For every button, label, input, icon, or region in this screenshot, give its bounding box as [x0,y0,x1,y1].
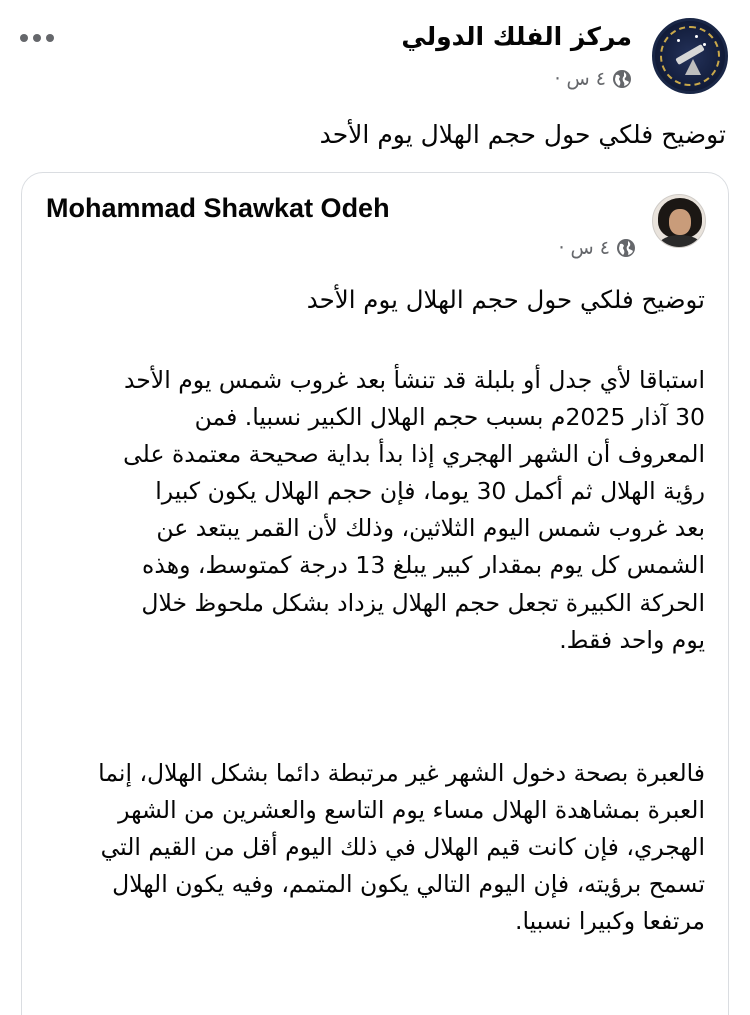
shared-post-card[interactable] [21,172,729,1015]
paragraph-line: تسمح برؤيته، فإن اليوم التالي يكون المتمم، وفيه يكون الهلال [112,870,705,899]
shared-post-title [37,281,705,318]
post-caption: توضيح فلكي حول حجم الهلال يوم الأحد [319,120,726,149]
more-options-dot [46,34,54,42]
post-meta [554,66,632,92]
post-time[interactable]: ٤ س · [554,68,606,90]
paragraph-line: بعد غروب شمس اليوم الثلاثين، وذلك لأن القمر يبتعد عن [156,514,705,543]
paragraph-line: الحركة الكبيرة تجعل حجم الهلال يزداد بشكل ملحوظ خلال [141,588,705,617]
title-line: توضيح فلكي حول حجم الهلال يوم الأحد [306,285,705,314]
more-options-icon [20,34,28,42]
paragraph-2 [37,755,705,940]
globe-icon [616,238,636,258]
shared-post-time[interactable]: ٤ س · [558,237,610,259]
paragraph-line: استباقا لأي جدل أو بلبلة قد تنشأ بعد غروب شمس يوم الأحد [123,366,705,394]
shared-post-meta [558,235,636,261]
star-dot [677,39,680,42]
paragraph-line: رؤية الهلال ثم أكمل 30 يوما، فإن حجم الهلال يكون كبيرا [155,477,705,506]
paragraph-line: الهجري، فإن كانت قيم الهلال في ذلك اليوم أقل من القيم التي [100,833,705,862]
avatar-shirt [659,235,701,248]
avatar-face [669,209,691,235]
paragraph-line: العبرة بمشاهدة الهلال مساء يوم التاسع والعشرين من الشهر [118,796,705,825]
author-avatar[interactable] [652,194,706,248]
globe-icon [612,69,632,89]
paragraph-line: الشمس كل يوم بمقدار كبير يبلغ 13 درجة كمتوسط، وهذه [142,551,705,580]
page-name[interactable]: مركز الفلك الدولي [401,22,632,51]
more-options-dot [33,34,41,42]
paragraph-1 [37,362,705,659]
more-options-button[interactable] [20,28,60,48]
page-avatar[interactable] [652,18,728,94]
post-header [0,14,750,104]
paragraph-line: يوم واحد فقط. [559,625,705,654]
paragraph-line: المعروف أن الشهر الهجري إذا بدأ بداية صحيحة معتمدة على [123,440,705,469]
tripod-shape [685,59,701,75]
author-name[interactable]: Mohammad Shawkat Odeh [46,193,390,223]
paragraph-line: 30 آذار 2025م بسبب حجم الهلال الكبير نسبيا. فمن [194,403,705,432]
paragraph-line: فالعبرة بصحة دخول الشهر غير مرتبطة دائما بشكل الهلال، إنما [98,759,705,787]
star-dot [703,43,706,46]
star-dot [695,35,698,38]
paragraph-line: مرتفعا وكبيرا نسبيا. [515,907,705,936]
